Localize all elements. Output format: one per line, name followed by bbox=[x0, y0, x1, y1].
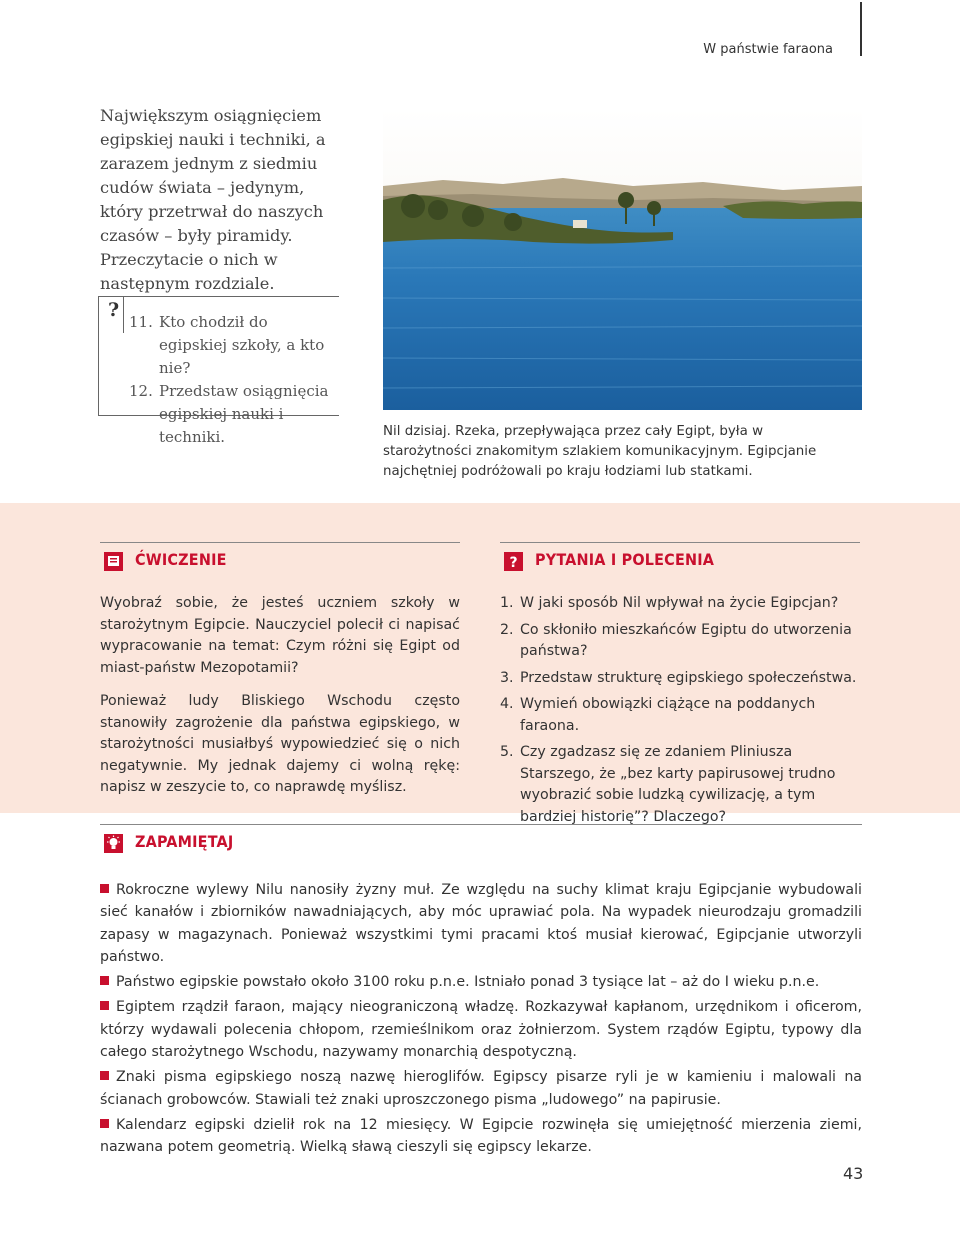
running-head: W państwie faraona bbox=[703, 42, 833, 57]
question-box-item bbox=[129, 311, 339, 380]
remember-header bbox=[100, 824, 862, 857]
header-rule bbox=[860, 2, 862, 56]
bullet-square-icon bbox=[100, 1071, 109, 1080]
bullet-square-icon bbox=[100, 884, 109, 893]
page-number: 43 bbox=[843, 1164, 864, 1183]
remember-item bbox=[100, 1066, 862, 1111]
remember-text: Kalendarz egipski dzielił rok na 12 miesięcy. W Egipcie rozwinęła się umiejętność mierzenia ziemi, nazwana potem geometrią. Wielką sławą cieszyli się egipscy lekarze. bbox=[100, 1116, 862, 1156]
nile-photo bbox=[383, 108, 862, 410]
question-box-rule bbox=[123, 297, 124, 333]
bullet-square-icon bbox=[100, 976, 109, 985]
svg-text:?: ? bbox=[509, 555, 518, 571]
question-text: Co skłoniło mieszkańców Egiptu do utworzenia państwa? bbox=[520, 621, 852, 659]
question-number: 5. bbox=[500, 744, 514, 760]
question-text: Kto chodził do egipskiej szkoły, a kto nie? bbox=[159, 313, 325, 377]
bullet-square-icon bbox=[100, 1001, 109, 1010]
lightbulb-icon bbox=[104, 834, 123, 853]
exercise-paragraph: Wyobraź sobie, że jesteś uczniem szkoły w starożytnym Egipcie. Nauczyciel polecił ci napisać wypracowanie na temat: Czym różni się Egipt od miast-państw Mezopotamii? bbox=[100, 595, 460, 676]
question-text: W jaki sposób Nil wpływał na życie Egipcjan? bbox=[520, 595, 839, 611]
exercise-header bbox=[100, 542, 460, 575]
question-text: Czy zgadzasz się ze zdaniem Pliniusza Starszego, że „bez karty papirusowej trudno wyobrazić sobie ludzką cywilizację, a tym bardziej historię”? Dlaczego? bbox=[520, 744, 836, 825]
intro-paragraph: Największym osiągnięciem egipskiej nauki i techniki, a zarazem jednym z siedmiu cudów świata – jedynym, który przetrwał do naszych czasów – były piramidy. Przeczytacie o nich w następnym rozdziale. bbox=[100, 106, 326, 293]
nile-landscape-illustration bbox=[383, 108, 862, 410]
remember-text: Egiptem rządził faraon, mający nieograniczoną władzę. Rozkazywał kapłanom, urzędnikom i oficerom, którzy wydawali polecenia chłopom, rzemieślnikom oraz żołnierzom. System rządów Egiptu, typowy dla całego starożytnego Wschodu, nazywamy monarchią despotyczną. bbox=[100, 999, 862, 1061]
exercise-paragraph: Ponieważ ludy Bliskiego Wschodu często stanowiły zagrożenie dla państwa egipskiego, w starożytności musiałbyś wypowiedzieć się o nich negatywnie. My jednak dajemy ci wolną rękę: napisz w zeszycie to, co naprawdę myślisz. bbox=[100, 693, 460, 795]
remember-text: Państwo egipskie powstało około 3100 roku p.n.e. Istniało ponad 3 tysiące lat – aż do I wieku p.n.e. bbox=[116, 974, 820, 991]
question-box-list bbox=[129, 311, 339, 449]
question-item bbox=[500, 668, 865, 690]
question-item bbox=[500, 742, 865, 828]
remember-list bbox=[100, 879, 862, 1162]
questions-title: PYTANIA I POLECENIA bbox=[535, 550, 715, 569]
remember-item bbox=[100, 879, 862, 968]
question-box-item bbox=[129, 380, 339, 449]
question-text: Przedstaw osiągnięcia egipskiej nauki i techniki. bbox=[159, 382, 329, 446]
questions-header bbox=[500, 542, 860, 575]
remember-item bbox=[100, 996, 862, 1063]
remember-text: Znaki pisma egipskiego noszą nazwę hieroglifów. Egipscy pisarze ryli je w kamieniu i malowali na ścianach grobowców. Stawiali też znaki uproszczonego pisma „ludowego” na papirusie. bbox=[100, 1069, 862, 1108]
question-item bbox=[500, 694, 865, 737]
question-text: Wymień obowiązki ciążące na poddanych faraona. bbox=[520, 696, 816, 734]
question-item bbox=[500, 620, 865, 663]
question-number: 1. bbox=[500, 595, 514, 611]
remember-text: Rokroczne wylewy Nilu nanosiły żyzny muł. Ze względu na suchy klimat kraju Egipcjanie wybudowali sieć kanałów i zbiorników nawadniających, aby móc uprawiać pola. Na wypadek nieurodzaju gromadzili zapasy w magazynach. Ponieważ wszystkimi tymi pracami ktoś musiał kierować, Egipcjanie utworzyli państwo. bbox=[100, 882, 862, 965]
exercise-text bbox=[100, 593, 460, 811]
question-icon bbox=[504, 552, 523, 571]
bullet-square-icon bbox=[100, 1119, 109, 1128]
remember-item bbox=[100, 1114, 862, 1159]
questions-list bbox=[500, 593, 865, 833]
question-text: Przedstaw strukturę egipskiego społeczeństwa. bbox=[520, 669, 857, 686]
question-number: 4. bbox=[500, 696, 514, 712]
exercise-title: ĆWICZENIE bbox=[135, 550, 227, 569]
question-number: 11. bbox=[129, 313, 153, 331]
remember-item bbox=[100, 971, 862, 993]
question-box bbox=[98, 296, 339, 446]
photo-caption: Nil dzisiaj. Rzeka, przepływająca przez cały Egipt, była w starożytności znakomitym szlakiem komunikacyjnym. Egipcjanie najchętniej podróżowali po kraju łodziami lub statkami. bbox=[383, 424, 817, 479]
remember-title: ZAPAMIĘTAJ bbox=[135, 832, 234, 851]
question-number: 12. bbox=[129, 382, 153, 400]
question-item bbox=[500, 593, 865, 615]
question-number: 3. bbox=[500, 669, 514, 686]
question-mark-icon: ? bbox=[108, 299, 120, 321]
question-number: 2. bbox=[500, 621, 514, 638]
notebook-icon bbox=[104, 552, 123, 571]
